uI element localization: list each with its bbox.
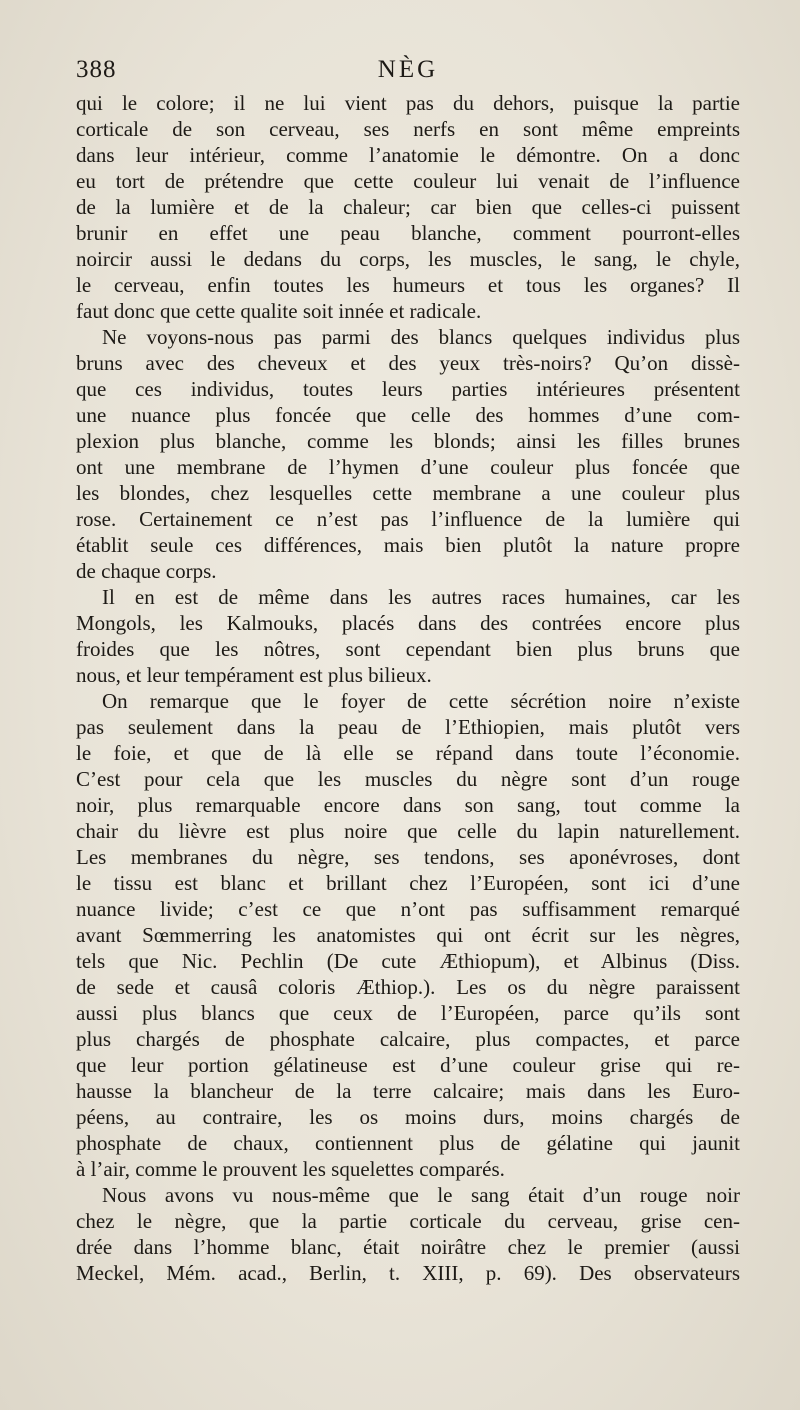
text-line: à l’air, comme le prouvent les squelettes comparés.	[76, 1157, 505, 1181]
text-line: Mongols, les Kalmouks, placés dans des contrées encore plus	[76, 611, 740, 635]
text-line: Les membranes du nègre, ses tendons, ses aponévroses, dont	[76, 845, 740, 869]
text-line: avant Sœmmerring les anatomistes qui ont écrit sur les nègres,	[76, 923, 740, 947]
text-line: dans leur intérieur, comme l’anatomie le démontre. On a donc	[76, 143, 740, 167]
paragraph	[76, 1182, 740, 1286]
text-line: de chaque corps.	[76, 559, 217, 583]
text-line: aussi plus blancs que ceux de l’Européen, parce qu’ils sont	[76, 1001, 740, 1025]
text-line: eu tort de prétendre que cette couleur lui venait de l’influence	[76, 169, 740, 193]
paragraph	[76, 688, 740, 1182]
text-line: chair du lièvre est plus noire que celle du lapin naturellement.	[76, 819, 740, 843]
text-line: de sede et causâ coloris Æthiop.). Les os du nègre paraissent	[76, 975, 740, 999]
text-line: plus chargés de phosphate calcaire, plus compactes, et parce	[76, 1027, 740, 1051]
text-line: nous, et leur tempérament est plus bilieux.	[76, 663, 432, 687]
text-line: C’est pour cela que les muscles du nègre sont d’un rouge	[76, 767, 740, 791]
text-line: bruns avec des cheveux et des yeux très-noirs? Qu’on dissè-	[76, 351, 740, 375]
text-line: péens, au contraire, les os moins durs, moins chargés de	[76, 1105, 740, 1129]
text-line: le cerveau, enfin toutes les humeurs et tous les organes? Il	[76, 273, 740, 297]
text-line: les blondes, chez lesquelles cette membrane a une couleur plus	[76, 481, 740, 505]
text-line: que leur portion gélatineuse est d’une couleur grise qui re-	[76, 1053, 740, 1077]
paragraph	[76, 584, 740, 688]
text-line: Il en est de même dans les autres races humaines, car les	[102, 585, 740, 609]
running-head: NÈG	[377, 56, 439, 83]
text-line: drée dans l’homme blanc, était noirâtre chez le premier (aussi	[76, 1235, 740, 1259]
text-line: hausse la blancheur de la terre calcaire; mais dans les Euro-	[76, 1079, 740, 1103]
text-line: noir, plus remarquable encore dans son sang, tout comme la	[76, 793, 740, 817]
text-line: corticale de son cerveau, ses nerfs en sont même empreints	[76, 117, 740, 141]
text-line: noircir aussi le dedans du corps, les muscles, le sang, le chyle,	[76, 247, 740, 271]
text-line: ont une membrane de l’hymen d’une couleur plus foncée que	[76, 455, 740, 479]
body-text	[76, 90, 740, 1286]
text-line: brunir en effet une peau blanche, comment pourront-elles	[76, 221, 740, 245]
page-header	[76, 56, 740, 86]
text-line: Meckel, Mém. acad., Berlin, t. XIII, p. 69). Des observateurs	[76, 1261, 740, 1285]
paragraph	[76, 90, 740, 324]
text-line: faut donc que cette qualite soit innée et radicale.	[76, 299, 482, 323]
paragraph	[76, 324, 740, 584]
text-line: Ne voyons-nous pas parmi des blancs quelques individus plus	[102, 325, 740, 349]
text-line: établit seule ces différences, mais bien plutôt la nature propre	[76, 533, 740, 557]
text-line: Nous avons vu nous-même que le sang était d’un rouge noir	[102, 1183, 740, 1207]
text-line: On remarque que le foyer de cette sécrétion noire n’existe	[102, 689, 740, 713]
text-line: nuance livide; c’est ce que n’ont pas suffisamment remarqué	[76, 897, 740, 921]
text-line: qui le colore; il ne lui vient pas du dehors, puisque la partie	[76, 91, 740, 115]
page-number: 388	[76, 56, 117, 83]
text-line: le foie, et que de là elle se répand dans toute l’économie.	[76, 741, 740, 765]
text-line: de la lumière et de la chaleur; car bien que celles-ci puissent	[76, 195, 740, 219]
text-line: rose. Certainement ce n’est pas l’influence de la lumière qui	[76, 507, 740, 531]
text-line: chez le nègre, que la partie corticale du cerveau, grise cen-	[76, 1209, 740, 1233]
text-line: plexion plus blanche, comme les blonds; ainsi les filles brunes	[76, 429, 740, 453]
text-line: que ces individus, toutes leurs parties intérieures présentent	[76, 377, 740, 401]
text-line: une nuance plus foncée que celle des hommes d’une com-	[76, 403, 740, 427]
text-line: phosphate de chaux, contiennent plus de gélatine qui jaunit	[76, 1131, 740, 1155]
text-line: froides que les nôtres, sont cependant bien plus bruns que	[76, 637, 740, 661]
text-line: le tissu est blanc et brillant chez l’Européen, sont ici d’une	[76, 871, 740, 895]
text-line: tels que Nic. Pechlin (De cute Æthiopum), et Albinus (Diss.	[76, 949, 740, 973]
text-line: pas seulement dans la peau de l’Ethiopien, mais plutôt vers	[76, 715, 740, 739]
